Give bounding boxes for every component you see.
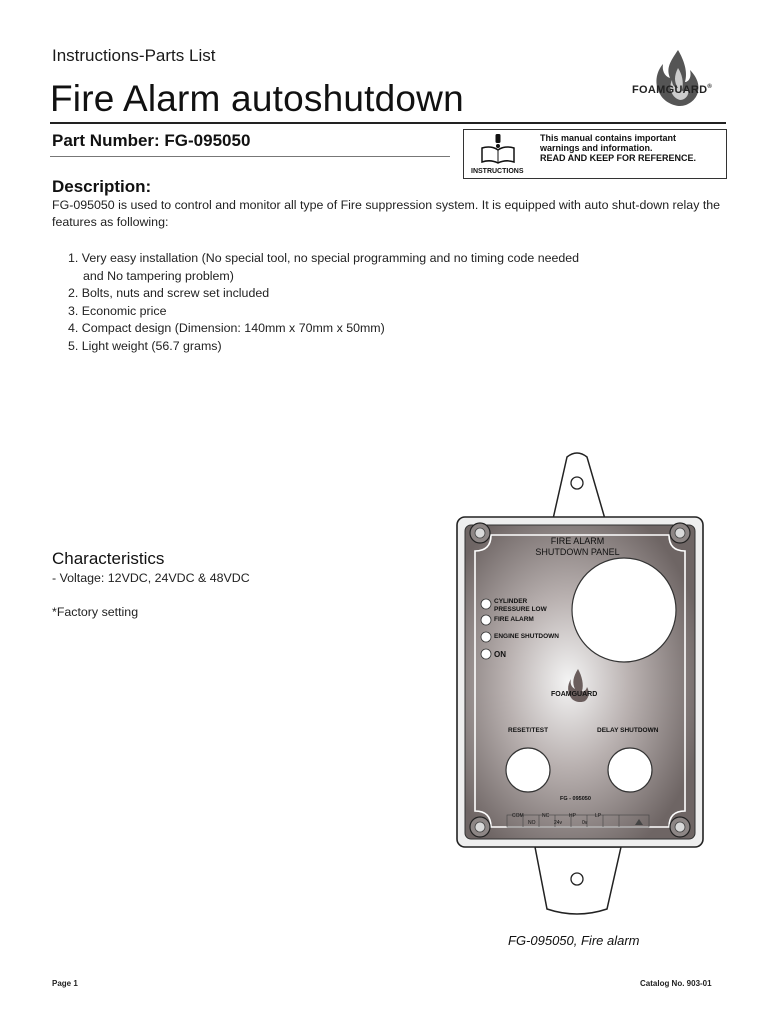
terminal-label: LP xyxy=(595,813,602,819)
list-item: 2. Bolts, nuts and screw set included xyxy=(68,286,270,300)
terminal-label: NC xyxy=(542,813,550,819)
list-item: 4. Compact design (Dimension: 140mm x 70mm x 50mm) xyxy=(68,321,385,335)
warning-caption: INSTRUCTIONS xyxy=(471,168,524,175)
catalog-number: Catalog No. 903-01 xyxy=(640,979,712,988)
panel-title: FIRE ALARM SHUTDOWN PANEL xyxy=(535,536,620,557)
terminal-label: 0v xyxy=(582,820,588,826)
logo-text: FOAMGUARD® xyxy=(632,84,713,96)
reset-label: RESET/TEST xyxy=(508,727,549,734)
feature-list xyxy=(68,250,579,355)
voltage-spec: - Voltage: 12VDC, 24VDC & 48VDC xyxy=(52,571,250,585)
description-heading: Description: xyxy=(52,177,152,196)
page-title: Fire Alarm autoshutdown xyxy=(50,78,464,119)
led-label-engine: ENGINE SHUTDOWN xyxy=(494,633,559,640)
manual-warning-icon xyxy=(480,134,516,164)
device-model: FG - 095050 xyxy=(560,796,591,802)
list-item: 5. Light weight (56.7 grams) xyxy=(68,338,222,353)
terminal-label: 24v xyxy=(554,820,563,826)
description-paragraph: FG-095050 is used to control and monitor all type of Fire suppression system. It is equipped with auto shut-down relay the features as following: xyxy=(52,198,721,229)
led-label-on: ON xyxy=(494,650,506,659)
part-rule xyxy=(50,156,450,157)
page-number: Page 1 xyxy=(52,979,78,988)
terminal-label: COM xyxy=(512,813,524,819)
warning-text: This manual contains important warnings and information. READ AND KEEP FOR REFERENCE. xyxy=(540,133,697,163)
device-illustration xyxy=(455,447,709,919)
led-label-cylinder: CYLINDER PRESSURE LOW xyxy=(494,598,547,613)
factory-note: *Factory setting xyxy=(52,605,139,619)
terminal-label: NO xyxy=(528,820,536,826)
led-label-fire: FIRE ALARM xyxy=(494,616,534,623)
list-item: 1. Very easy installation (No special tool, no special programming and no timing code needed xyxy=(68,251,580,265)
terminal-label: HP xyxy=(569,813,576,819)
delay-label: DELAY SHUTDOWN xyxy=(597,727,659,734)
foamguard-flame-icon xyxy=(630,48,730,110)
warning-box xyxy=(463,129,727,179)
part-number: Part Number: FG-095050 xyxy=(52,131,251,150)
title-rule xyxy=(50,122,726,124)
list-item: and No tampering problem) xyxy=(83,268,234,283)
characteristics-heading: Characteristics xyxy=(52,549,165,568)
figure-caption: FG-095050, Fire alarm xyxy=(508,933,640,948)
list-item: 3. Economic price xyxy=(68,303,167,318)
device-brand: FOAMGUARD xyxy=(551,691,598,698)
doc-subtitle: Instructions-Parts List xyxy=(52,46,216,65)
